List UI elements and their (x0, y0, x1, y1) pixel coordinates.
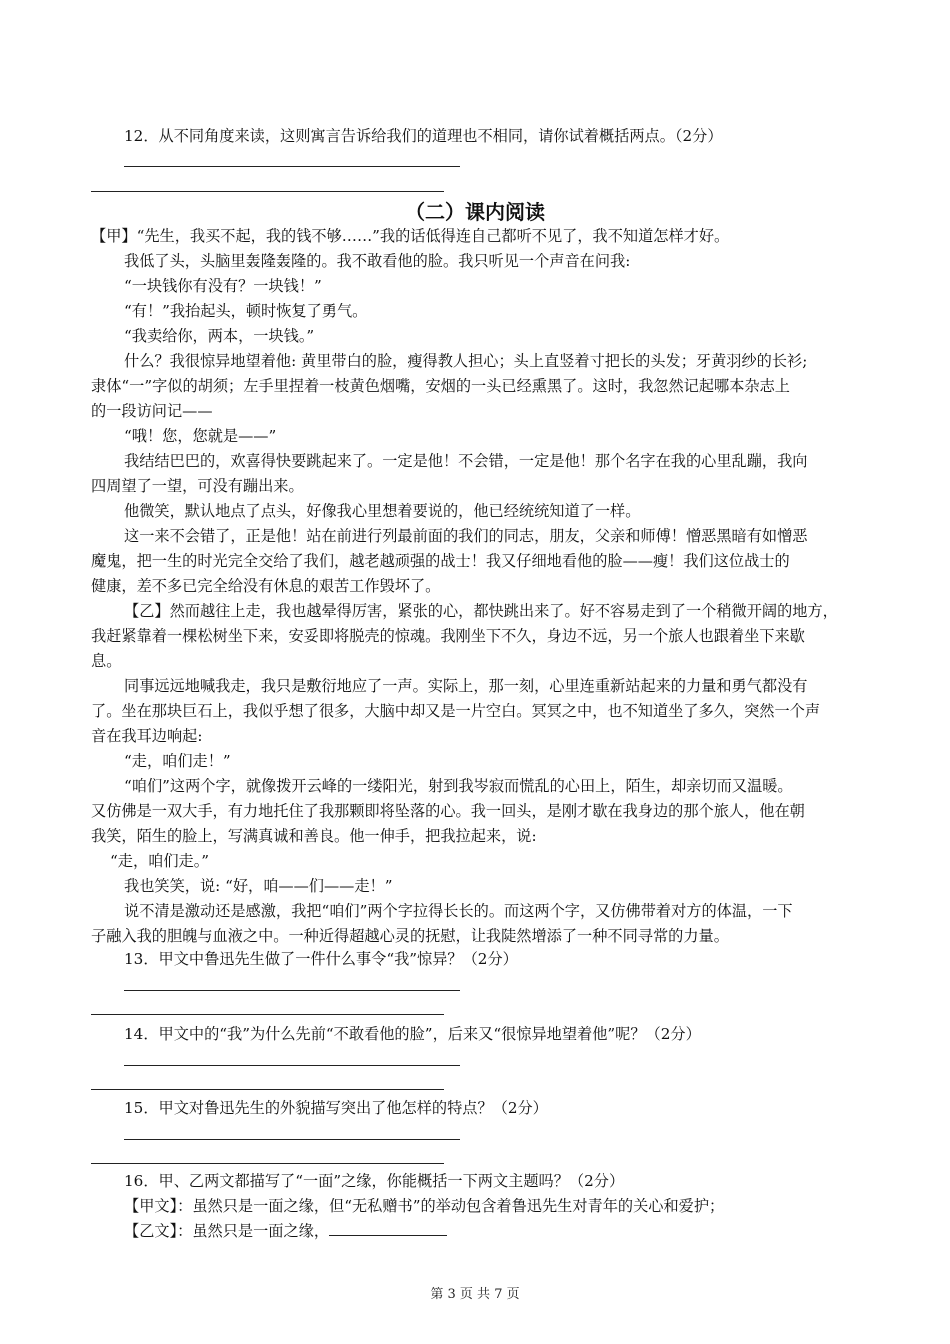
paragraph-line: 我结结巴巴的，欢喜得快要跳起来了。一定是他！不会错，一定是他！那个名字在我的心里乱蹦，我向 (124, 452, 808, 470)
paragraph-line: “走，咱们走。” (110, 852, 210, 870)
question-12: 12．从不同角度来读，这则寓言告诉给我们的道理也不相同，请你试着概括两点。（2分） (124, 127, 723, 145)
paragraph-line: 【甲】“先生，我买不起，我的钱不够……”我的话低得连自己都听不见了，我不知道怎样才好。 (91, 227, 730, 245)
paragraph-line: 又仿佛是一双大手，有力地托住了我那颗即将坠落的心。我一回头，是刚才歇在我身边的那个旅人，他在朝 (91, 802, 805, 820)
answer-line[interactable] (124, 166, 460, 167)
answer-line[interactable] (124, 990, 460, 991)
answer-line[interactable] (91, 191, 444, 192)
paragraph-line: 【乙】然而越往上走，我也越晕得厉害，紧张的心，都快跳出来了。好不容易走到了一个稍微开阔的地方， (124, 602, 838, 620)
page-number: 第 3 页 共 7 页 (430, 1287, 520, 1302)
question-13: 13．甲文中鲁迅先生做了一件什么事令“我”惊异？（2分） (124, 950, 518, 968)
answer-line[interactable] (124, 1065, 460, 1066)
paragraph-line: 健康，差不多已完全给没有休息的艰苦工作毁坏了。 (91, 577, 441, 595)
paragraph-line: “哦！您，您就是——” (124, 427, 277, 445)
section-title: （二）课内阅读 (405, 200, 545, 224)
paragraph-line: “一块钱你有没有？一块钱！” (124, 277, 322, 295)
paragraph-line: 子融入我的胆魄与血液之中。一种近得超越心灵的抚慰，让我陡然增添了一种不同寻常的力量。 (91, 927, 729, 945)
paragraph-line: 什么？我很惊异地望着他: 黄里带白的脸，瘦得教人担心；头上直竖着寸把长的头发；牙黄羽纱的长衫; (124, 352, 808, 370)
answer-line[interactable] (124, 1139, 460, 1140)
paragraph-line: 的一段访问记—— (91, 402, 213, 420)
question-15: 15．甲文对鲁迅先生的外貌描写突出了他怎样的特点？（2分） (124, 1099, 548, 1117)
paragraph-line: 这一来不会错了，正是他！站在前进行列最前面的我们的同志，朋友，父亲和师傅！憎恶黑暗有如憎恶 (124, 527, 808, 545)
paragraph-line: 息。 (91, 652, 122, 670)
paragraph-line: 魔鬼，把一生的时光完全交给了我们，越老越顽强的战士！我又仔细地看他的脸——瘦！我们这位战士的 (91, 552, 790, 570)
paragraph-line: 同事远远地喊我走，我只是敷衍地应了一声。实际上，那一刻，心里连重新站起来的力量和勇气都没有 (124, 677, 808, 695)
answer-line[interactable] (91, 1089, 444, 1090)
paragraph-line: 音在我耳边响起: (91, 727, 203, 745)
answer-yi (124, 1219, 870, 1243)
fill-blank[interactable] (329, 1221, 447, 1236)
paragraph-line: “咱们”这两个字，就像拨开云峰的一缕阳光，射到我岑寂而慌乱的心田上，陌生，却亲切而又温暖。 (124, 777, 793, 795)
paragraph-line: “走，咱们走！” (124, 752, 231, 770)
paragraph-line: “有！”我抬起头，顿时恢复了勇气。 (124, 302, 368, 320)
paragraph-line: 说不清是激动还是感激，我把“咱们”两个字拉得长长的。而这两个字，又仿佛带着对方的体温，一下 (124, 902, 793, 920)
paragraph-line: 我也笑笑，说: “好，咱——们——走！” (124, 877, 393, 895)
paragraph-line: 隶体“一”字似的胡须；左手里捏着一枝黄色烟嘴，安烟的一头已经熏黑了。这时，我忽然记起哪本杂志上 (91, 377, 790, 395)
paragraph-line: 了。坐在那块巨石上，我似乎想了很多，大脑中却又是一片空白。冥冥之中，也不知道坐了多久，突然一个声 (91, 702, 820, 720)
question-14: 14．甲文中的“我”为什么先前“不敢看他的脸”，后来又“很惊异地望着他”呢？（2分） (124, 1025, 701, 1043)
answer-line[interactable] (91, 1163, 444, 1164)
paragraph-line: 四周望了一望，可没有蹦出来。 (91, 477, 304, 495)
paragraph-line: 我笑，陌生的脸上，写满真诚和善良。他一伸手，把我拉起来，说: (91, 827, 537, 845)
paragraph-line: 他微笑，默认地点了点头，好像我心里想着要说的，他已经统统知道了一样。 (124, 502, 641, 520)
paragraph-line: 我低了头，头脑里轰隆轰隆的。我不敢看他的脸。我只听见一个声音在问我: (124, 252, 631, 270)
paragraph-line: “我卖给你，两本，一块钱。” (124, 327, 315, 345)
answer-line[interactable] (91, 1014, 444, 1015)
answer-jia: 【甲文】：虽然只是一面之缘，但“无私赠书”的举动包含着鲁迅先生对青年的关心和爱护； (124, 1197, 725, 1215)
answer-yi-text: 【乙文】：虽然只是一面之缘， (124, 1222, 330, 1240)
paragraph-line: 我赶紧靠着一棵松树坐下来，安妥即将脱壳的惊魂。我刚坐下不久，身边不远，另一个旅人也跟着坐下来歇 (91, 627, 805, 645)
question-16: 16．甲、乙两文都描写了“一面”之缘，你能概括一下两文主题吗？（2分） (124, 1172, 625, 1190)
